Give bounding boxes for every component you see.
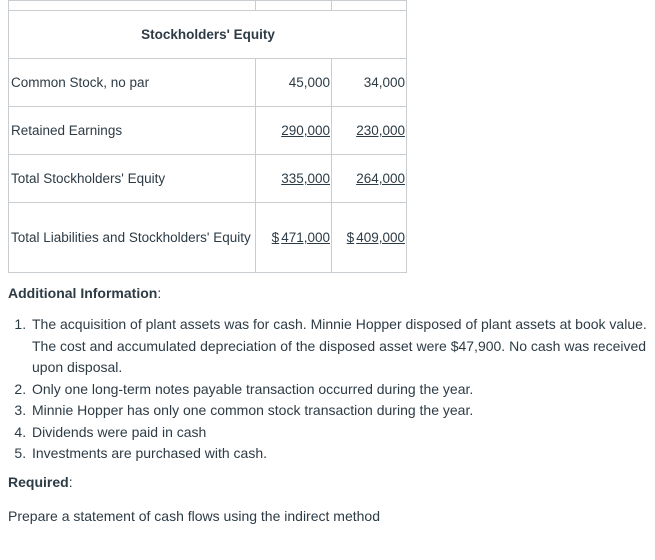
additional-information-list [8, 314, 648, 465]
list-item: 1. The acquisition of plant assets was for cash. Minnie Hopper disposed of plant assets at book value. The cost and accumulated depreciation of the disposed asset were $47,900. No cash was received upon disposal. [30, 314, 648, 379]
additional-information-heading: Additional Information: [8, 285, 162, 301]
required-instructions: Prepare a statement of cash flows using the indirect method [8, 507, 380, 524]
row-value-current: 45,000 [256, 59, 332, 107]
table-title: Stockholders' Equity [9, 11, 407, 59]
row-value-current: 335,000 [281, 171, 330, 186]
table-row [9, 155, 407, 203]
currency-symbol: $ [271, 230, 280, 245]
row-value-prior: 409,000 [356, 230, 405, 245]
additional-information-section [8, 282, 648, 527]
stockholders-equity-table [8, 0, 407, 273]
list-item: 2. Only one long-term notes payable transaction occurred during the year. [30, 379, 648, 401]
row-value-prior: 230,000 [356, 123, 405, 138]
required-heading: Required: [8, 473, 73, 490]
table-row [9, 107, 407, 155]
table-title-row [9, 11, 407, 59]
row-label: Total Liabilities and Stockholders' Equity [9, 203, 256, 273]
row-value-current: 471,000 [281, 230, 330, 245]
list-item: 3. Minnie Hopper has only one common stock transaction during the year. [30, 400, 648, 422]
list-item: 5. Investments are purchased with cash. [30, 443, 648, 465]
table-row [9, 59, 407, 107]
list-item: 4. Dividends were paid in cash [30, 422, 648, 444]
row-label: Retained Earnings [9, 107, 256, 155]
row-value-prior: 264,000 [356, 171, 405, 186]
currency-symbol: $ [346, 230, 355, 245]
table-row [9, 203, 407, 273]
row-label: Common Stock, no par [9, 59, 256, 107]
table-top-row [9, 1, 407, 11]
row-value-prior: 34,000 [332, 59, 407, 107]
row-label: Total Stockholders' Equity [9, 155, 256, 203]
row-value-current: 290,000 [281, 123, 330, 138]
